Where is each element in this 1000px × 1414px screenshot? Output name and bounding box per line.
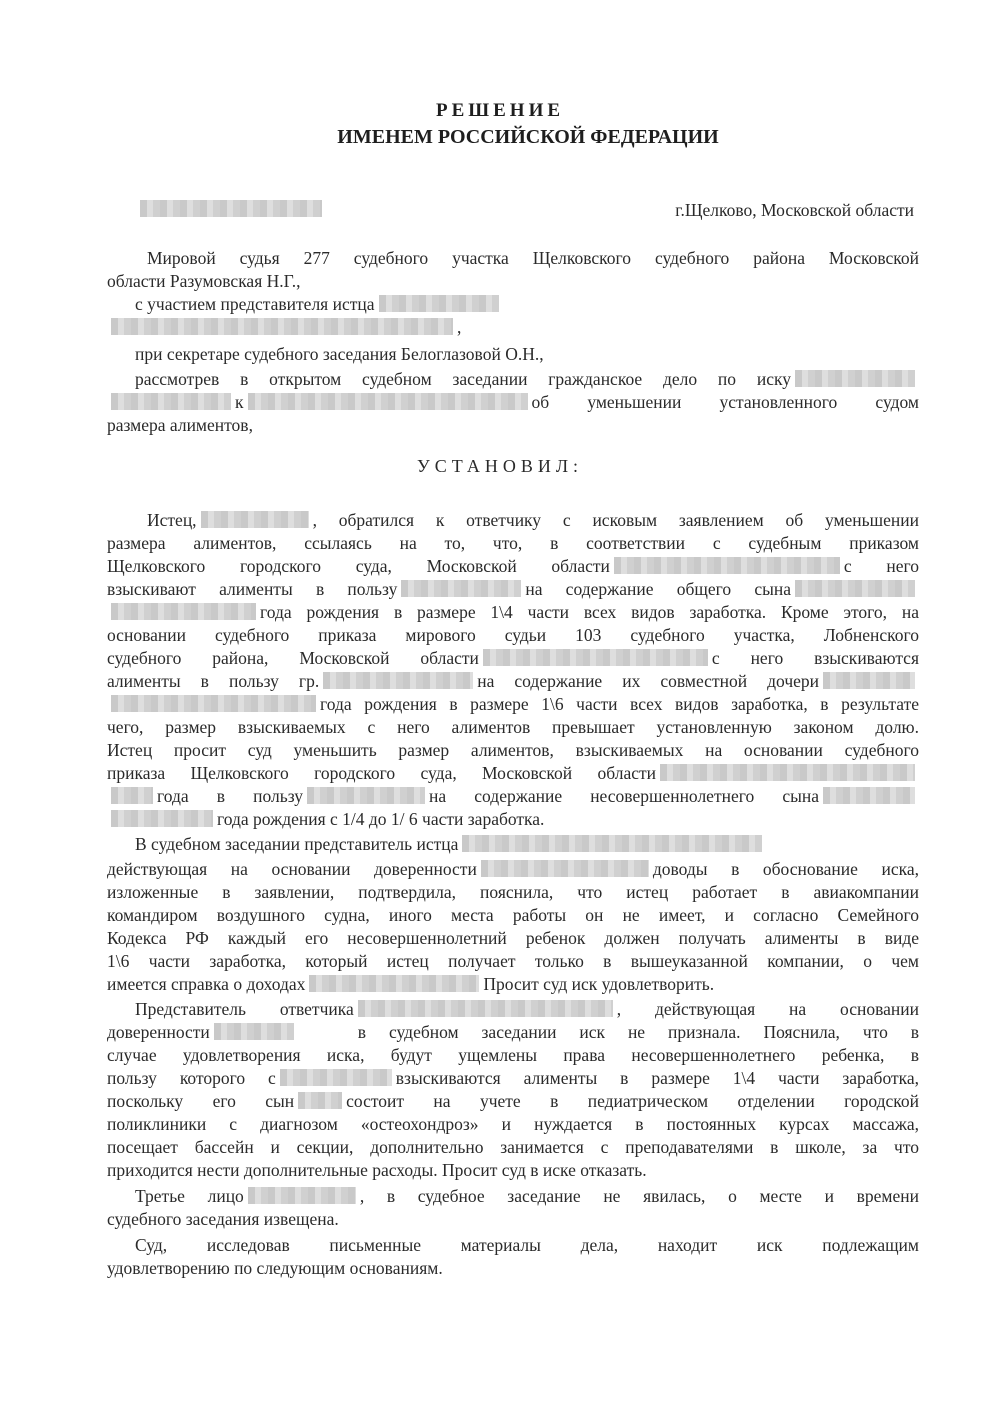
body-line: Истец, , обратился к ответчику с исковым заявлением об уменьшении [147,510,919,530]
body-line: года рождения в размере 1\4 части всех видов заработка. Кроме этого, на [107,601,919,623]
section-heading: УСТАНОВИЛ: [416,456,584,476]
body-line: судебного заседания извещена. [107,1209,339,1229]
body-line: командиром воздушного судна, иного места работы он не имеет, и согласно Семейного [107,905,919,925]
intro-line: с участием представителя истца [135,293,919,315]
body-line: имеется справка о доходах Просит суд иск удовлетворить. [107,974,715,994]
body-line: взыскивают алименты в пользу на содержание общего сына [107,578,919,600]
body-line: Представитель ответчика , действующая на основании [135,999,919,1019]
body-line: Третье лицо , в судебное заседание не явилась, о месте и времени [135,1186,919,1206]
body-line: доверенности в судебном заседании иск не признала. Пояснила, что в [107,1022,919,1042]
body-line: года в пользу на содержание несовершеннолетнего сына [107,785,919,807]
redacted-date [140,200,322,217]
body-line: Щелковского городского суда, Московской области с него [107,556,919,576]
body-line: приходится нести дополнительные расходы. Просит суд в иске отказать. [107,1160,647,1180]
body-line: судебного района, Московской области с него взыскиваются [107,648,919,668]
body-line: поликлиники с диагнозом «остеохондроз» и нуждается в постоянных курсах массажа, [107,1114,919,1134]
document-subtitle: ИМЕНЕМ РОССИЙСКОЙ ФЕДЕРАЦИИ [337,126,719,148]
body-line: пользу которого с взыскиваются алименты в размере 1\4 части заработка, [107,1068,919,1088]
body-line: размера алиментов, ссылаясь на то, что, в соответствии с судебным приказом [107,533,919,553]
body-line: алименты в пользу гр. на содержание их совместной дочери [107,670,919,692]
intro-line: к об уменьшении установленного судом [107,391,919,413]
body-line: основании судебного приказа мирового судьи 103 судебного участка, Лобненского [107,625,919,645]
location: г.Щелково, Московской области [675,200,914,220]
intro-line: , [107,316,919,338]
intro-line: Мировой судья 277 судебного участка Щелковского судебного района Московской [147,248,919,268]
body-line: Суд, исследовав письменные материалы дела, находит иск подлежащим [135,1235,919,1255]
body-line: поскольку его сын состоит на учете в педиатрическом отделении городской [107,1091,919,1111]
body-line: изложенные в заявлении, подтвердила, пояснила, что истец работает в авиакомпании [107,882,919,902]
body-line: удовлетворению по следующим основаниям. [107,1258,443,1278]
body-line: 1\6 части заработка, который истец получает только в вышеуказанной компании, о чем [107,951,919,971]
body-line: посещает бассейн и секции, дополнительно занимается с преподавателями в школе, за что [107,1137,919,1157]
body-line: Кодекса РФ каждый его несовершеннолетний ребенок должен получать алименты в виде [107,928,919,948]
body-line: чего, размер взыскиваемых с него алиментов превышает установленную законом долю. [107,717,919,737]
document-title: РЕШЕНИЕ [435,100,565,121]
body-line: случае удовлетворения иска, будут ущемлены права несовершеннолетнего ребенка, в [107,1045,919,1065]
intro-line: размера алиментов, [107,415,253,435]
intro-line: при секретаре судебного заседания Белоглазовой О.Н., [135,344,544,364]
intro-line: рассмотрев в открытом судебном заседании гражданское дело по иску [135,368,919,390]
body-line: приказа Щелковского городского суда, Московской области [107,762,919,784]
body-line: года рождения с 1/4 до 1/ 6 части заработка. [107,808,919,830]
intro-line: области Разумовская Н.Г., [107,271,301,291]
body-line: года рождения в размере 1\6 части всех видов заработка, в результате [107,693,919,715]
body-line: действующая на основании доверенности доводы в обоснование иска, [107,859,919,879]
body-line: В судебном заседании представитель истца [135,833,919,855]
body-line: Истец просит суд уменьшить размер алиментов, взыскиваемых на основании судебного [107,740,919,760]
